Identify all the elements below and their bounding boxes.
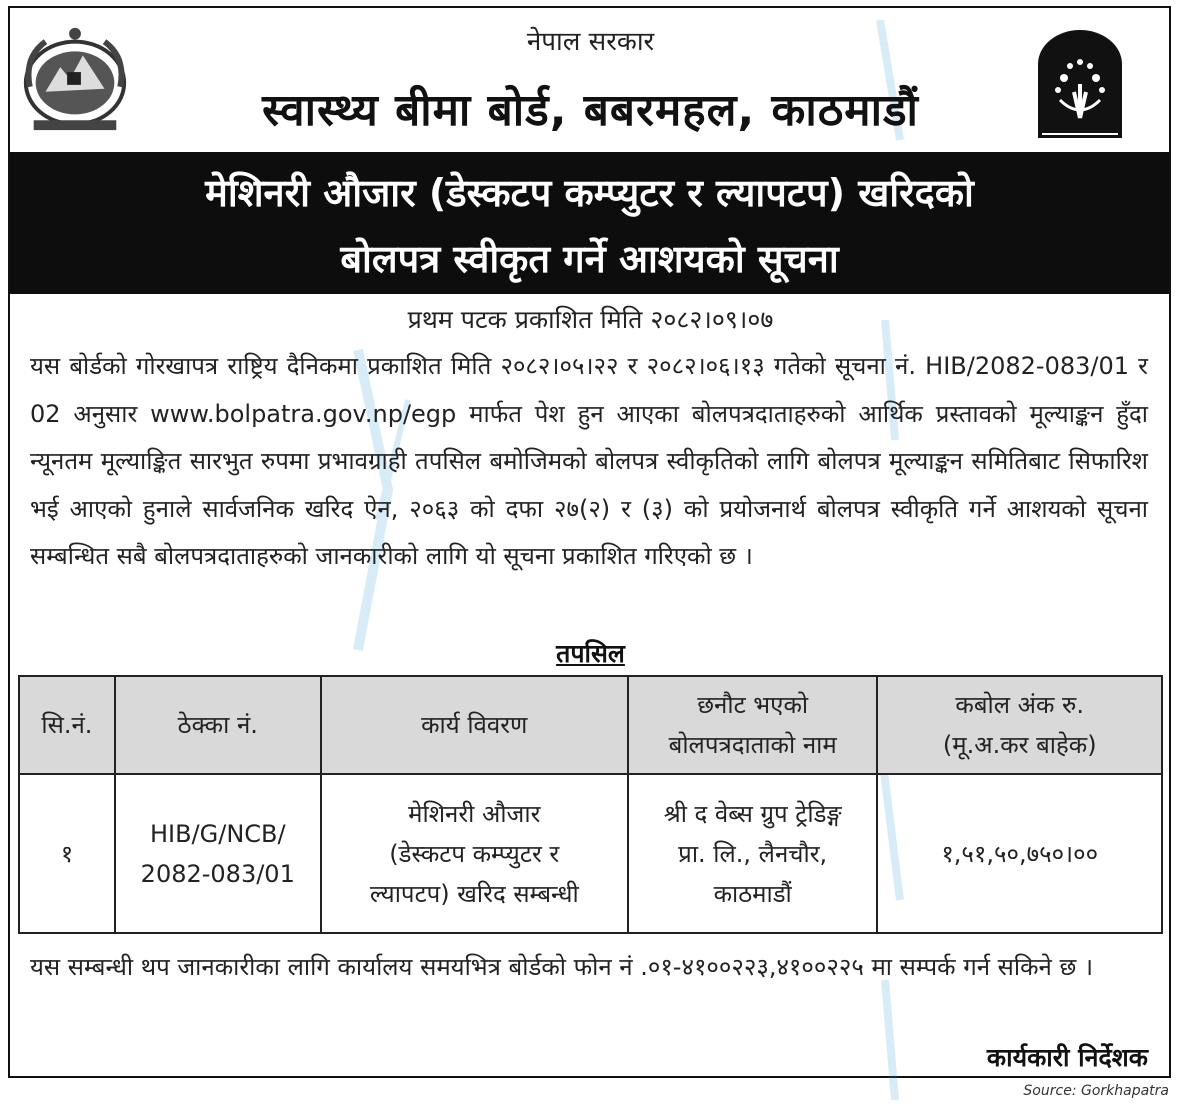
work-line3: ल्यापटप) खरिद सम्बन्धी: [369, 879, 579, 908]
award-table: [18, 675, 1163, 934]
header-bidder-line1: छनौट भएको: [697, 691, 809, 719]
government-name: नेपाल सरकार: [526, 27, 655, 57]
signatory-title: कार्यकारी निर्देशक: [986, 1043, 1148, 1072]
header-contract-no: ठेक्का नं.: [115, 676, 321, 774]
notice-body-paragraph: यस बोर्डको गोरखापत्र राष्ट्रिय दैनिकमा प्रकाशित मिति २०८२।०५।२२ र २०८२।०६।१३ गतेको सूचना नं. HIB/2082-083/01 र 02 अनुसार www.bolpatra.gov.np/egp मार्फत पेश हुन आएका बोलपत्रदाताहरुको आर्थिक प्रस्तावको मूल्याङ्कन हुँदा न्यूनतम मूल्याङ्कित सारभुत रुपमा प्रभावग्राही तपसिल बमोजिमको बोलपत्र स्वीकृतिको लागि बोलपत्र मूल्याङ्कन समितिबाट सिफारिश भई आएको हुनाले सार्वजनिक खरिद ऐन, २०६३ को दफा २७(२) र (३) को प्रयोजनार्थ बोलपत्र स्वीकृति गर्ने आशयको सूचना सम्बन्धित सबै बोलपत्रदाताहरुको जानकारीको लागि यो सूचना प्रकाशित गरिएको छ ।: [30, 352, 1148, 570]
bidder-line2: प्रा. लि., लैनचौर,: [678, 839, 828, 868]
contract-line1: HIB/G/NCB/: [149, 819, 286, 848]
cell-bid-amount: १,५१,५०,७५०।००: [877, 774, 1162, 933]
cell-contract-no: [115, 774, 321, 933]
bidder-line1: श्री द वेब्स ग्रुप ट्रेडिङ्ग: [663, 799, 842, 828]
header-amount-line1: कबोल अंक रु.: [955, 691, 1085, 719]
table-heading: तपसिल: [556, 639, 625, 668]
notice-title-banner: [10, 152, 1169, 294]
notice-title-line2: बोलपत्र स्वीकृत गर्ने आशयको सूचना: [340, 237, 839, 281]
work-line2: (डेस्कटप कम्प्युटर र: [389, 839, 560, 868]
source-credit: Source: Gorkhapatra: [1023, 1083, 1169, 1099]
header-bid-amount: [877, 676, 1162, 774]
header-amount-line2: (मू.अ.कर बाहेक): [942, 731, 1097, 759]
header-work-description: कार्य विवरण: [321, 676, 628, 774]
table-row: [19, 774, 1162, 933]
cell-work-description: [321, 774, 628, 933]
header-bidder-name: [628, 676, 878, 774]
notice-title-line1: मेशिनरी औजार (डेस्कटप कम्प्युटर र ल्यापटप) खरिदको: [205, 171, 974, 215]
bidder-line3: काठमाडौं: [713, 879, 792, 908]
cell-sn: १: [19, 774, 115, 933]
cell-bidder-name: [628, 774, 878, 933]
table-header-row: [19, 676, 1162, 774]
organization-name: स्वास्थ्य बीमा बोर्ड, बबरमहल, काठमाडौं: [262, 85, 919, 136]
header-bidder-line2: बोलपत्रदाताको नाम: [668, 731, 837, 759]
publication-date: प्रथम पटक प्रकाशित मिति २०८२।०९।०७: [407, 305, 774, 334]
header-sn: सि.नं.: [19, 676, 115, 774]
contact-note: यस सम्बन्धी थप जानकारीका लागि कार्यालय समयभित्र बोर्डको फोन नं .०१-४१००२२३,४१००२२५ मा सम्पर्क गर्न सकिने छ ।: [30, 953, 1094, 981]
contract-line2: 2082-083/01: [140, 859, 295, 888]
work-line1: मेशिनरी औजार: [408, 799, 541, 828]
